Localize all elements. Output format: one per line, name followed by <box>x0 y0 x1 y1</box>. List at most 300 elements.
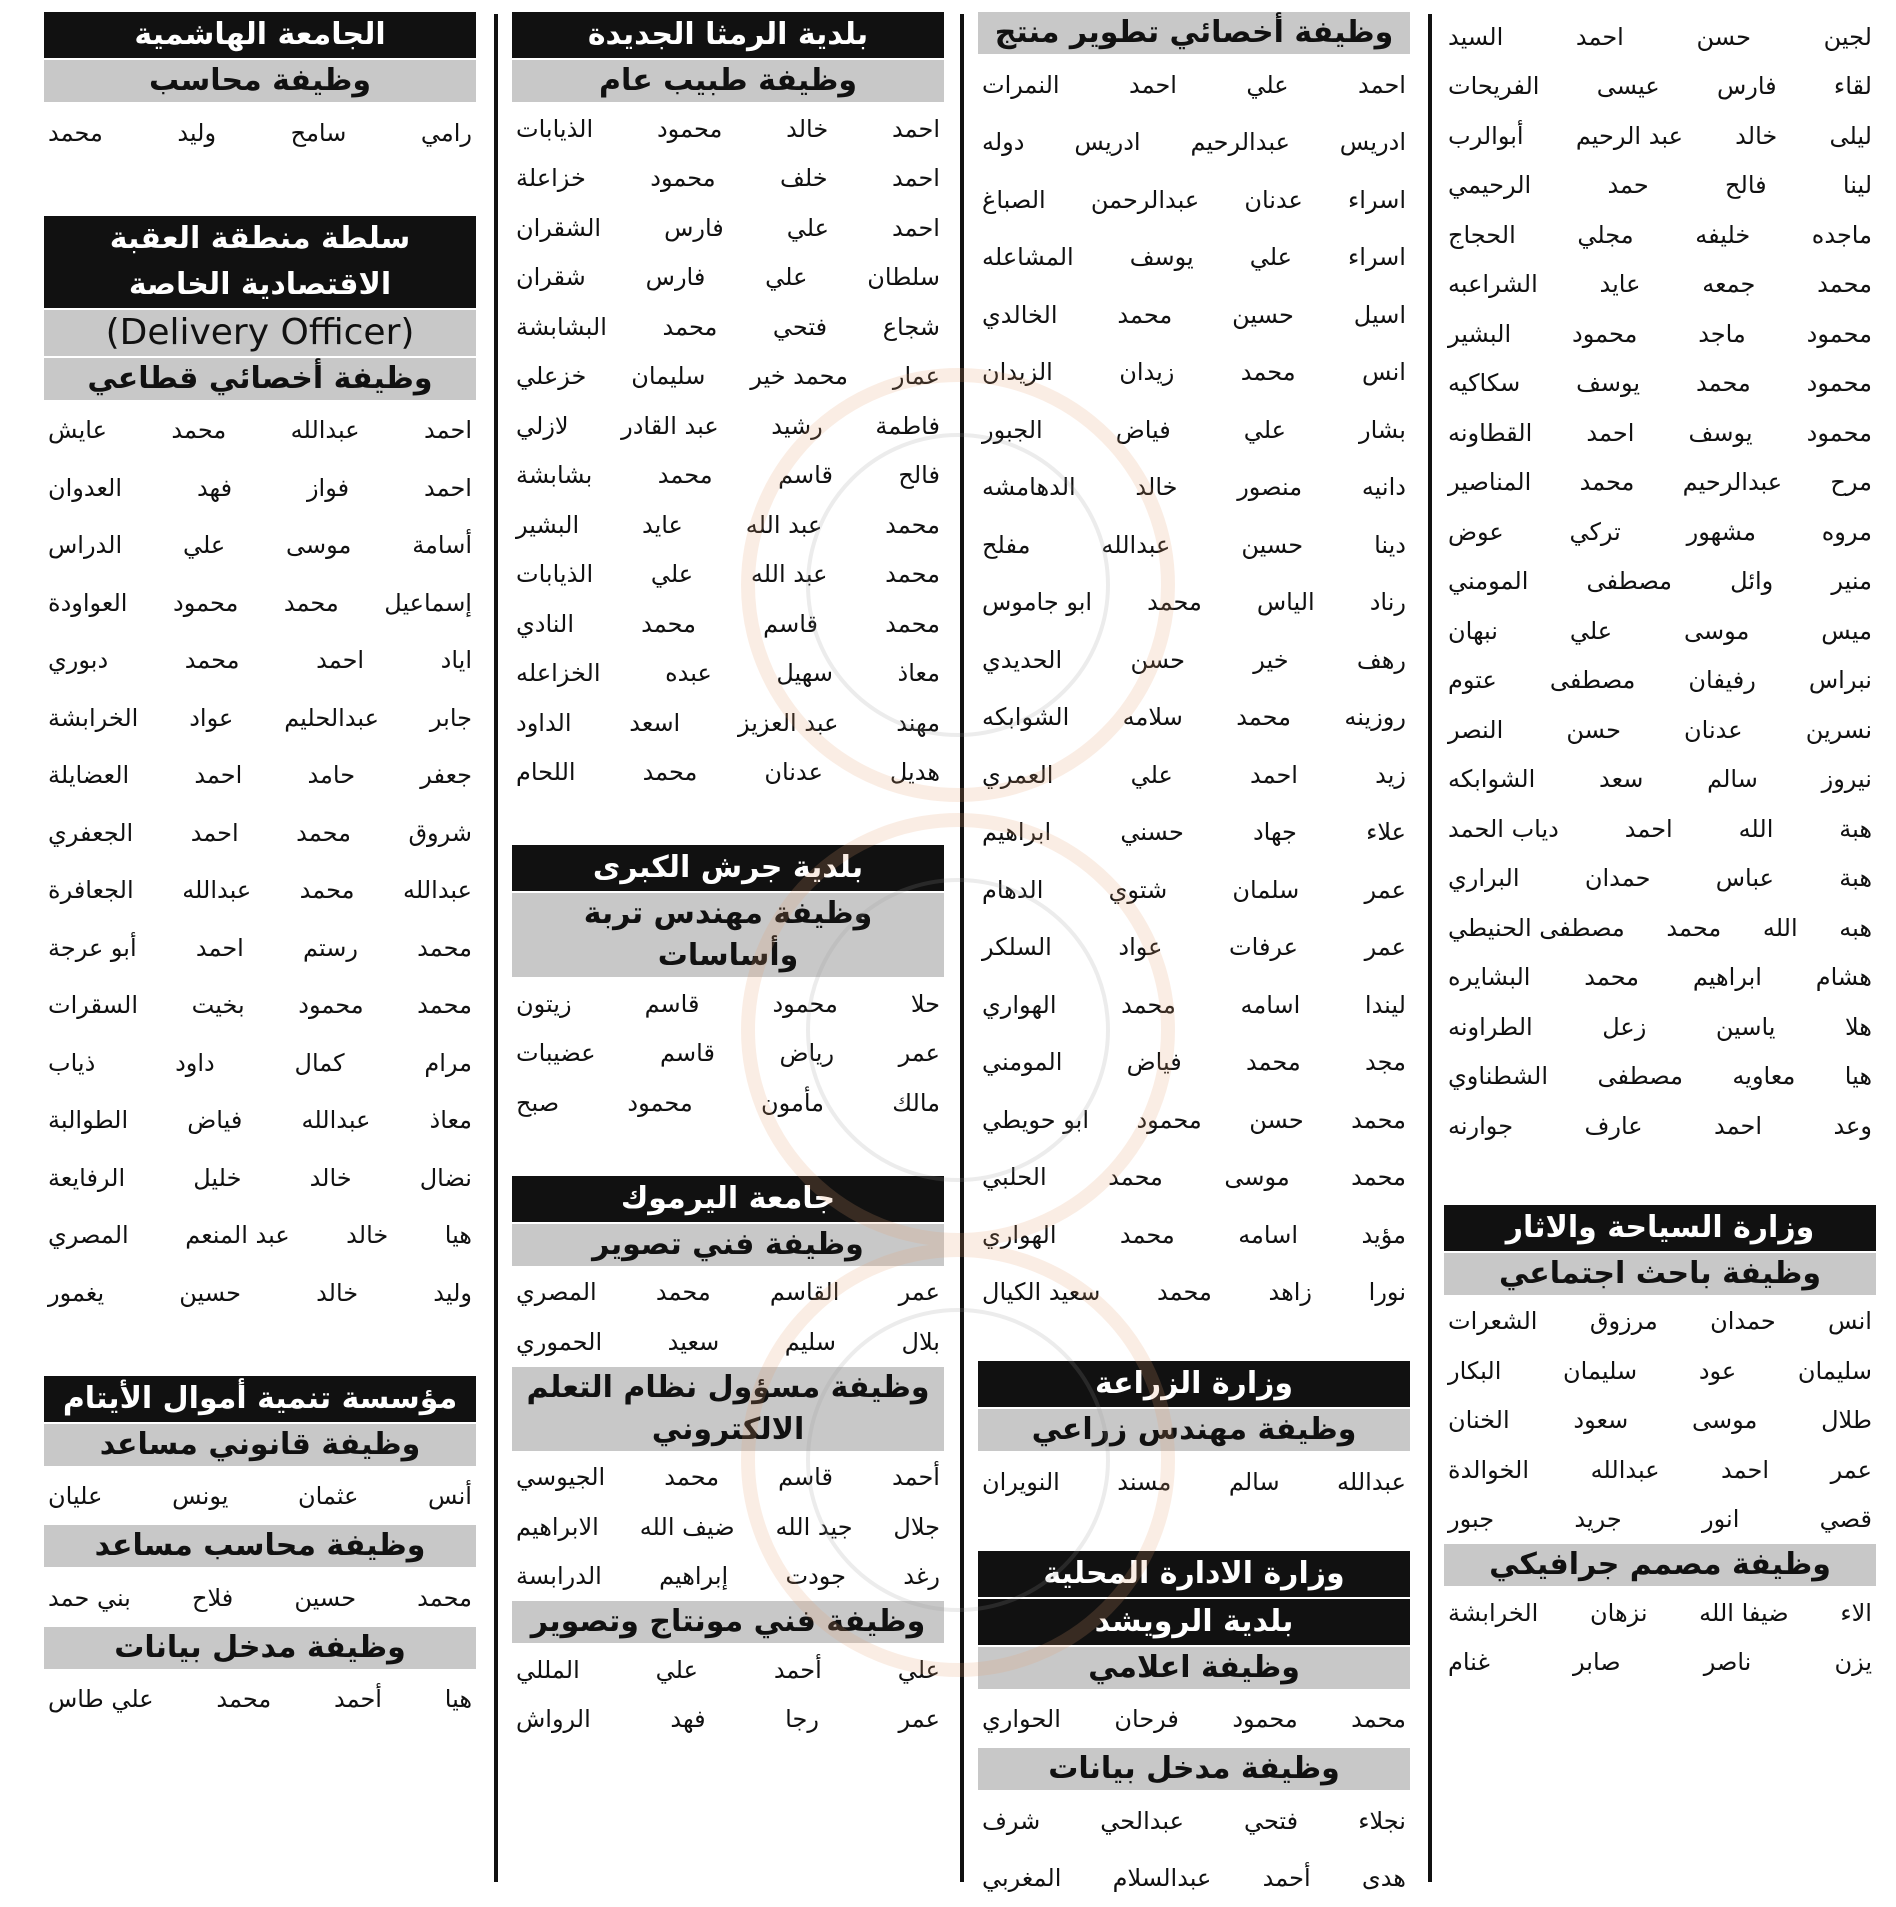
name-part: رستم <box>303 934 358 962</box>
name-part: الهواري <box>982 1221 1056 1249</box>
name-part: هديل <box>890 758 940 786</box>
name-part: حلا <box>911 990 940 1018</box>
name-part: السلكر <box>982 933 1052 961</box>
name-part: سعيد <box>668 1328 720 1356</box>
job-title-heading: وظيفة مهندس تربة وأساسات <box>512 893 944 977</box>
name-part: هبه <box>1839 914 1872 942</box>
name-part: حسن <box>1566 716 1621 744</box>
name-part: زاهد <box>1269 1278 1313 1306</box>
name-part: البراري <box>1448 864 1520 892</box>
name-part: ضيف الله <box>640 1513 735 1541</box>
name-part: عايد <box>1600 270 1641 298</box>
name-part: رجا <box>785 1705 819 1733</box>
name-part: محمود <box>772 990 837 1018</box>
name-part: حمدان <box>1710 1307 1776 1335</box>
name-row <box>512 698 944 748</box>
name-part: فارس <box>646 263 706 291</box>
name-part: عود <box>1699 1357 1736 1385</box>
name-part: الشطناوي <box>1448 1062 1548 1090</box>
name-part: علي <box>183 531 225 559</box>
name-part: المشاعله <box>982 243 1074 271</box>
name-part: محمد <box>284 589 339 617</box>
name-row <box>512 979 944 1029</box>
name-row <box>512 1453 944 1503</box>
name-row <box>512 451 944 501</box>
name-part: زيتون <box>516 990 572 1018</box>
name-part: الجيوسي <box>516 1463 605 1491</box>
name-part: عدنان <box>764 758 823 786</box>
organization-heading: الجامعة الهاشمية <box>44 12 476 58</box>
name-part: رشيد <box>771 412 823 440</box>
name-row <box>978 919 1410 977</box>
name-part: محمد <box>1121 991 1176 1019</box>
name-part: عمار <box>893 362 940 390</box>
name-part: فياض <box>1116 416 1171 444</box>
section-spacer <box>512 797 944 845</box>
name-part: عبدالله <box>403 876 472 904</box>
name-part: حسني <box>1120 818 1184 846</box>
name-part: عواد <box>1118 933 1162 961</box>
name-part: محمد <box>664 1463 719 1491</box>
name-part: الخنان <box>1448 1406 1510 1434</box>
name-part: احمد <box>1714 1112 1762 1140</box>
name-part: قاسم <box>763 610 818 638</box>
name-part: عرفات <box>1229 933 1298 961</box>
name-part: احمد <box>892 115 940 143</box>
name-part: حمدان <box>1585 864 1651 892</box>
name-row <box>512 1317 944 1367</box>
name-part: النويران <box>982 1468 1060 1496</box>
name-part: طلال <box>1821 1406 1872 1434</box>
name-part: نسرين <box>1806 716 1872 744</box>
name-part: قاسم <box>778 1463 833 1491</box>
name-row <box>978 1850 1410 1907</box>
name-part: عمر <box>899 1278 940 1306</box>
name-part: خير <box>1253 646 1288 674</box>
name-part: مالك <box>892 1089 940 1117</box>
name-part: مصطفى الحنيطي <box>1448 914 1625 942</box>
name-part: محمد <box>1351 1163 1406 1191</box>
name-part: علي <box>1244 416 1286 444</box>
name-part: علاء <box>1366 818 1406 846</box>
name-part: لجين <box>1824 23 1872 51</box>
name-row <box>1444 1445 1876 1495</box>
column-divider <box>960 14 964 1882</box>
name-part: أحمد <box>774 1656 822 1684</box>
name-part: انس <box>1362 358 1406 386</box>
name-part: عدنان <box>1244 186 1303 214</box>
job-title-heading: وظيفة محاسب مساعد <box>44 1525 476 1567</box>
name-part: محمد <box>1157 1278 1212 1306</box>
name-row <box>978 401 1410 459</box>
name-row <box>44 574 476 632</box>
column-3 <box>512 12 944 1744</box>
name-part: فارس <box>664 214 724 242</box>
name-row <box>512 748 944 798</box>
name-part: علي <box>898 1656 940 1684</box>
name-row <box>978 1149 1410 1207</box>
name-part: إسماعيل <box>384 589 472 617</box>
name-part: الخرابشة <box>1448 1599 1538 1627</box>
name-part: الشراعبه <box>1448 270 1538 298</box>
name-part: محمد <box>417 1584 472 1612</box>
name-row <box>978 229 1410 287</box>
name-part: هبة <box>1839 815 1872 843</box>
name-part: خالد <box>786 115 828 143</box>
name-part: داود <box>175 1049 215 1077</box>
name-part: معاذ <box>898 659 940 687</box>
name-part: عبدالرحيم <box>1190 128 1289 156</box>
name-row <box>44 1569 476 1627</box>
name-row <box>978 746 1410 804</box>
name-part: رناد <box>1370 588 1406 616</box>
job-title-heading: وظيفة محاسب <box>44 60 476 102</box>
job-title-heading: وظيفة فني تصوير <box>512 1224 944 1266</box>
name-part: ضيفا الله <box>1699 1599 1789 1627</box>
name-row <box>1444 854 1876 904</box>
name-part: سامح <box>291 119 347 147</box>
name-part: زعل <box>1602 1013 1646 1041</box>
name-part: السيد <box>1448 23 1503 51</box>
name-row <box>44 747 476 805</box>
name-part: قاسم <box>660 1039 715 1067</box>
name-part: سالم <box>1229 1468 1280 1496</box>
name-part: محمد <box>885 610 940 638</box>
name-part: عبده <box>665 659 712 687</box>
name-part: منير <box>1831 567 1872 595</box>
name-part: حسين <box>1232 301 1294 329</box>
name-part: هيا <box>1845 1062 1872 1090</box>
name-part: هلا <box>1845 1013 1872 1041</box>
name-part: خلف <box>780 164 828 192</box>
name-part: بشابشة <box>516 461 592 489</box>
name-part: فتحي <box>773 313 827 341</box>
name-part: احمد <box>316 646 364 674</box>
name-row <box>978 286 1410 344</box>
name-part: محمود <box>1807 320 1872 348</box>
name-part: الشوابكه <box>982 703 1069 731</box>
name-part: الرفايعة <box>48 1164 125 1192</box>
name-part: غنام <box>1448 1648 1490 1676</box>
name-part: موسى <box>286 531 351 559</box>
name-part: جريد <box>1574 1505 1621 1533</box>
name-row <box>44 804 476 862</box>
name-part: العواودة <box>48 589 127 617</box>
name-part: دانيه <box>1362 473 1406 501</box>
name-row <box>1444 1002 1876 1052</box>
name-part: محمد <box>1108 1163 1163 1191</box>
name-part: سهيل <box>776 659 833 687</box>
name-part: فهد <box>670 1705 705 1733</box>
name-row <box>978 1792 1410 1850</box>
name-part: فتحي <box>1244 1807 1298 1835</box>
name-row <box>978 804 1410 862</box>
name-part: صبح <box>516 1089 559 1117</box>
name-row <box>44 919 476 977</box>
name-part: اسامه <box>1241 991 1301 1019</box>
name-part: الذيابات <box>516 560 593 588</box>
name-part: دياب الحمد <box>1448 815 1559 843</box>
name-part: احمد <box>892 214 940 242</box>
name-part: اسامه <box>1238 1221 1298 1249</box>
name-part: محمد <box>1351 1705 1406 1733</box>
name-row <box>1444 1588 1876 1638</box>
name-row <box>512 1029 944 1079</box>
name-part: جوارنه <box>1448 1112 1513 1140</box>
name-part: محمود <box>1807 369 1872 397</box>
name-part: عمر <box>1365 876 1406 904</box>
section-spacer <box>978 1511 1410 1551</box>
name-part: حسين <box>1241 531 1303 559</box>
column-4 <box>44 12 476 1728</box>
name-part: لازلي <box>516 412 569 440</box>
name-part: الجعفري <box>48 819 133 847</box>
name-part: الشوابكه <box>1448 765 1535 793</box>
job-title-heading: وظيفة اعلامي <box>978 1647 1410 1689</box>
name-part: عبدالله <box>291 416 360 444</box>
name-row <box>512 352 944 402</box>
name-part: ليندا <box>1365 991 1406 1019</box>
name-part: محمد <box>48 119 103 147</box>
name-part: كمال <box>295 1049 345 1077</box>
name-row <box>1444 755 1876 805</box>
name-part: يونس <box>172 1482 228 1510</box>
name-part: يغمور <box>48 1279 104 1307</box>
name-part: حسن <box>1697 23 1752 51</box>
name-part: عبدالله <box>1101 531 1170 559</box>
name-part: الاء <box>1840 1599 1872 1627</box>
name-part: دينا <box>1374 531 1406 559</box>
name-part: سلامه <box>1123 703 1183 731</box>
name-row <box>978 1034 1410 1092</box>
name-part: قصي <box>1820 1505 1872 1533</box>
name-part: احمد <box>1358 71 1406 99</box>
name-part: هدى <box>1362 1864 1406 1892</box>
name-part: فرحان <box>1114 1705 1179 1733</box>
name-row <box>512 104 944 154</box>
name-part: احمد <box>194 761 242 789</box>
name-part: سليمان <box>1563 1357 1637 1385</box>
organization-heading: وزارة السياحة والاثار <box>1444 1205 1876 1251</box>
name-part: انور <box>1702 1505 1739 1533</box>
name-part: سالم <box>1707 765 1758 793</box>
name-part: عوض <box>1448 518 1504 546</box>
name-part: ابراهيم <box>1693 963 1762 991</box>
name-part: محمد <box>1817 270 1872 298</box>
name-part: أنس <box>428 1482 472 1510</box>
name-part: هيا <box>445 1685 472 1713</box>
name-part: قاسم <box>645 990 700 1018</box>
name-part: جمعه <box>1702 270 1755 298</box>
name-row <box>512 302 944 352</box>
name-part: هشام <box>1816 963 1872 991</box>
name-part: محمود <box>657 115 722 143</box>
name-part: ابراهيم <box>982 818 1051 846</box>
name-part: عايد <box>642 511 683 539</box>
name-part: وليد <box>433 1279 472 1307</box>
name-part: فارس <box>1717 72 1777 100</box>
name-part: انس <box>1828 1307 1872 1335</box>
name-part: عواد <box>189 704 233 732</box>
name-part: اسيل <box>1354 301 1406 329</box>
name-part: علي <box>651 560 693 588</box>
name-part: احمد <box>191 819 239 847</box>
name-row <box>1444 12 1876 62</box>
name-part: إبراهيم <box>659 1562 728 1590</box>
name-part: محمود <box>1807 419 1872 447</box>
name-part: المغربي <box>982 1864 1061 1892</box>
name-part: محمد <box>171 416 226 444</box>
name-part: بخيت <box>192 991 245 1019</box>
name-row <box>1444 1638 1876 1688</box>
column-1 <box>1444 12 1876 1687</box>
name-row <box>978 861 1410 919</box>
name-row <box>1444 1297 1876 1347</box>
name-part: الحجاج <box>1448 221 1516 249</box>
name-row <box>978 516 1410 574</box>
name-part: محمد <box>417 991 472 1019</box>
name-part: فلاح <box>192 1584 233 1612</box>
name-row <box>512 1552 944 1602</box>
name-part: مصطفى <box>1597 1062 1683 1090</box>
name-part: فاطمة <box>875 412 940 440</box>
name-part: مأمون <box>761 1089 824 1117</box>
name-part: جبور <box>1448 1505 1494 1533</box>
name-part: اسراء <box>1348 243 1406 271</box>
name-part: ادريس <box>1340 128 1406 156</box>
name-row <box>978 114 1410 172</box>
organization-heading: مؤسسة تنمية أموال الأيتام <box>44 1376 476 1422</box>
name-part: البكار <box>1448 1357 1501 1385</box>
name-part: المصري <box>516 1278 597 1306</box>
name-part: البشير <box>516 511 579 539</box>
name-part: محمد <box>1666 914 1721 942</box>
name-part: محمد <box>1120 1221 1175 1249</box>
name-part: محمد <box>1241 358 1296 386</box>
job-title-heading: (Delivery Officer) <box>44 310 476 356</box>
name-part: القاسم <box>770 1278 840 1306</box>
name-part: الهواري <box>982 991 1056 1019</box>
name-row <box>1444 953 1876 1003</box>
name-part: خالد <box>346 1221 388 1249</box>
name-part: الدرابسة <box>516 1562 602 1590</box>
name-part: علي <box>1246 71 1288 99</box>
job-title-heading: وظيفة مسؤول نظام التعلم الالكتروني <box>512 1367 944 1451</box>
name-part: الرحيمي <box>1448 171 1531 199</box>
column-2 <box>978 12 1410 1907</box>
job-title-heading: وظيفة طبيب عام <box>512 60 944 102</box>
name-part: النادي <box>516 610 574 638</box>
name-part: اسراء <box>1348 186 1406 214</box>
name-row <box>1444 804 1876 854</box>
name-part: جابر <box>430 704 472 732</box>
name-part: الخوالدة <box>1448 1456 1529 1484</box>
name-row <box>978 631 1410 689</box>
name-part: الابراهيم <box>516 1513 599 1541</box>
name-part: عمر <box>899 1039 940 1067</box>
organization-heading: وزارة الادارة المحلية <box>978 1551 1410 1597</box>
job-title-heading: وظيفة مصمم جرافيكي <box>1444 1544 1876 1586</box>
name-part: جهاد <box>1253 818 1297 846</box>
name-row <box>1444 111 1876 161</box>
name-row <box>44 1149 476 1207</box>
name-part: لينا <box>1843 171 1872 199</box>
name-row <box>978 1264 1410 1322</box>
name-part: المومني <box>1448 567 1528 595</box>
name-part: عبد العزيز <box>738 709 839 737</box>
name-part: ناصر <box>1704 1648 1752 1676</box>
name-part: خالد <box>310 1164 352 1192</box>
column-divider <box>1428 14 1432 1882</box>
name-part: رغد <box>903 1562 940 1590</box>
name-part: جودت <box>785 1562 846 1590</box>
name-row <box>1444 606 1876 656</box>
name-part: رامي <box>421 119 472 147</box>
name-row <box>44 459 476 517</box>
name-part: العضايلة <box>48 761 129 789</box>
name-row <box>1444 1396 1876 1446</box>
name-part: خزعلي <box>516 362 586 390</box>
name-part: فالح <box>1725 171 1767 199</box>
name-part: يوسف <box>1130 243 1194 271</box>
name-part: أبوالرب <box>1448 122 1524 150</box>
job-title-heading: وظيفة فني مونتاج وتصوير <box>512 1601 944 1643</box>
job-title-heading: وظيفة مدخل بيانات <box>978 1748 1410 1790</box>
name-part: رفيفان <box>1688 666 1755 694</box>
name-part: النمرات <box>982 71 1060 99</box>
name-row <box>512 649 944 699</box>
name-part: المصري <box>48 1221 129 1249</box>
name-row <box>1444 161 1876 211</box>
name-part: محمد <box>656 1278 711 1306</box>
name-part: سعود <box>1573 1406 1628 1434</box>
name-part: احمد <box>1625 815 1673 843</box>
name-row <box>44 689 476 747</box>
name-row <box>44 1092 476 1150</box>
name-row <box>44 517 476 575</box>
name-part: سليمان <box>631 362 705 390</box>
name-part: نورا <box>1369 1278 1406 1306</box>
name-part: معاويه <box>1732 1062 1795 1090</box>
name-part: عبدالرحيم <box>1683 468 1782 496</box>
job-title-heading: وظيفة باحث اجتماعي <box>1444 1253 1876 1295</box>
name-part: عبدالله <box>1591 1456 1660 1484</box>
name-part: ماجد <box>1698 320 1746 348</box>
name-part: احمد <box>1586 419 1634 447</box>
name-part: عثمان <box>298 1482 358 1510</box>
name-part: عبدالسلام <box>1113 1864 1212 1892</box>
name-part: الحديدي <box>982 646 1062 674</box>
name-part: المللي <box>516 1656 580 1684</box>
name-row <box>1444 705 1876 755</box>
name-part: مصطفى <box>1550 666 1636 694</box>
name-row <box>1444 1101 1876 1151</box>
name-part: حسن <box>1130 646 1185 674</box>
name-part: محمد <box>643 758 698 786</box>
name-part: الرواش <box>516 1705 591 1733</box>
name-part: الزيدان <box>982 358 1053 386</box>
organization-heading: بلدية جرش الكبرى <box>512 845 944 891</box>
name-part: عبدالحي <box>1100 1807 1184 1835</box>
name-part: عليان <box>48 1482 102 1510</box>
name-part: وليد <box>177 119 216 147</box>
name-part: احمد <box>1250 761 1298 789</box>
name-part: عايش <box>48 416 107 444</box>
name-part: هبة <box>1839 864 1872 892</box>
name-row <box>1444 1346 1876 1396</box>
name-row <box>978 1206 1410 1264</box>
name-part: اسعد <box>629 709 680 737</box>
